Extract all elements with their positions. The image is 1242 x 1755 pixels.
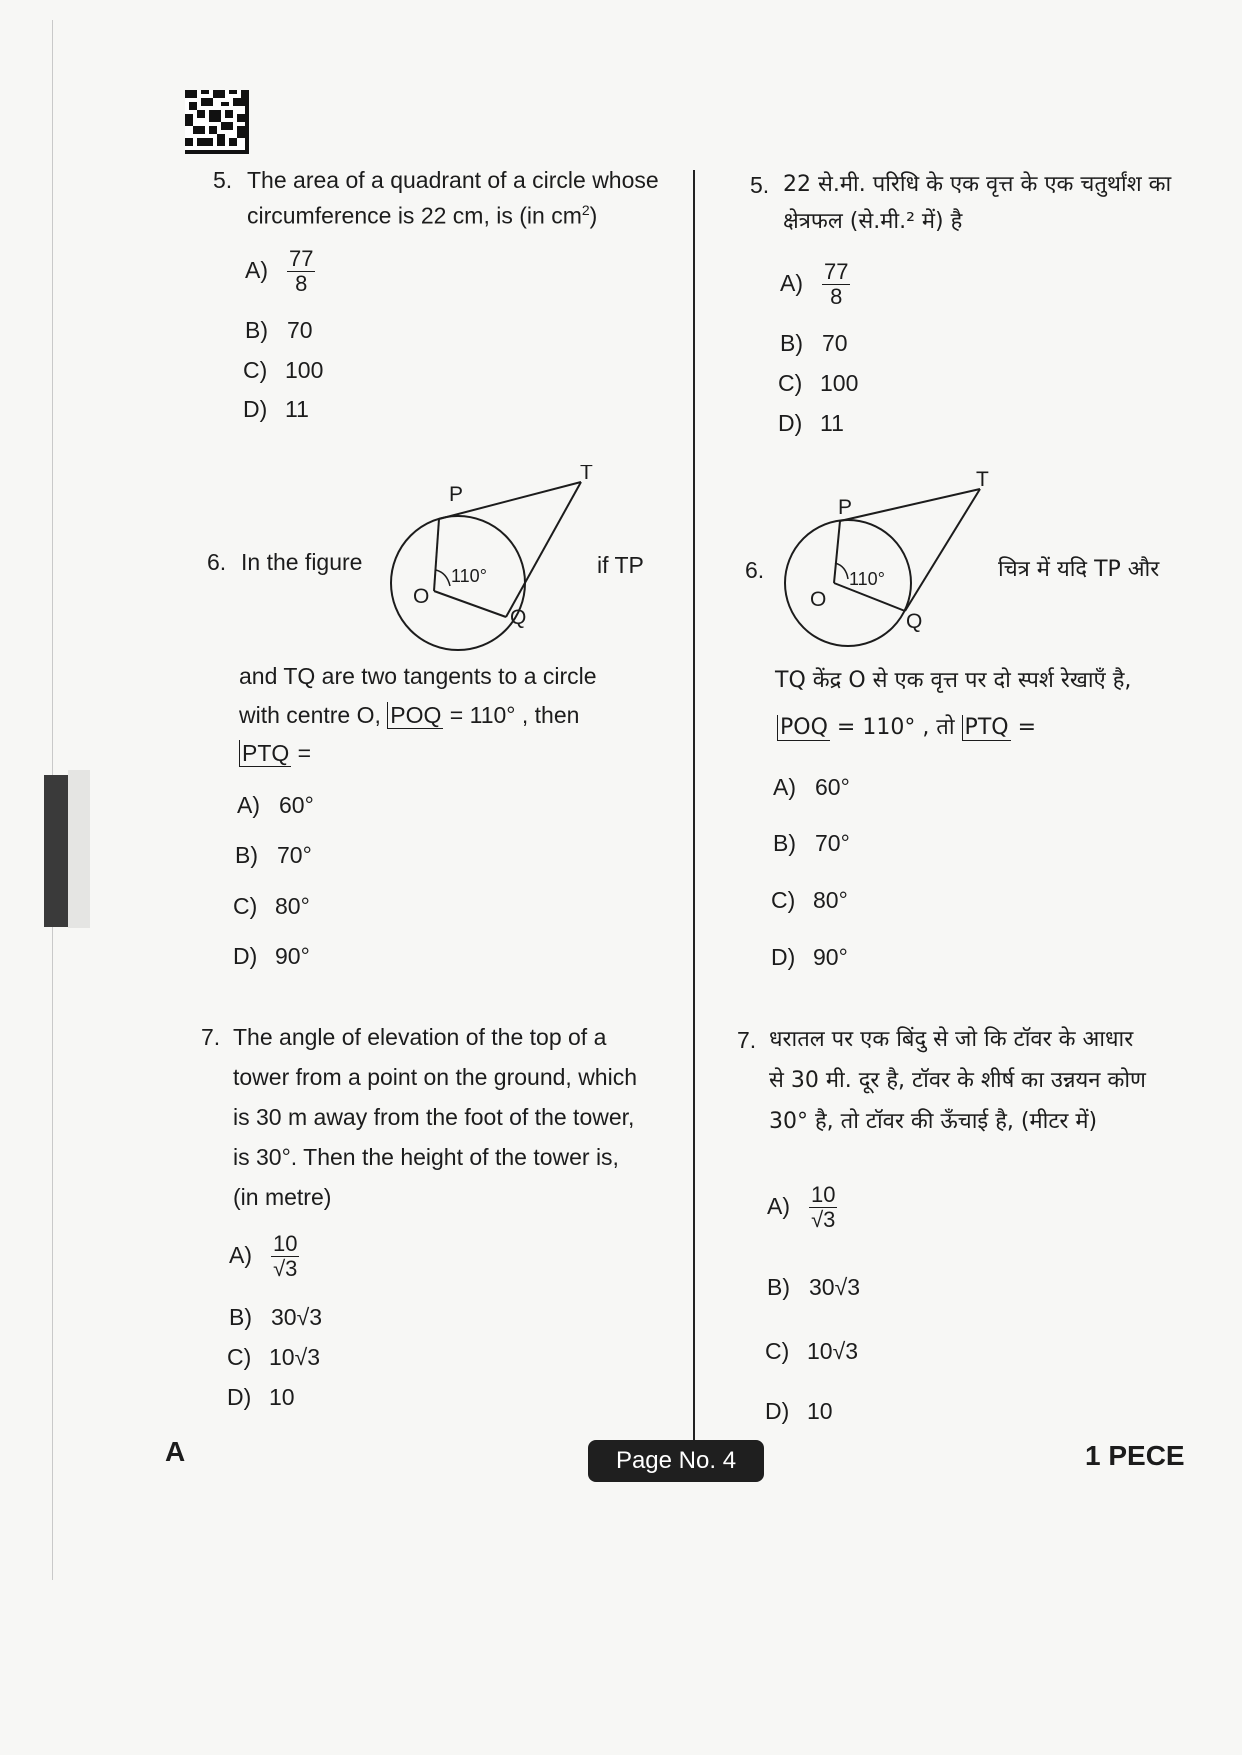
question-7-line-5: (in metre) bbox=[233, 1184, 332, 1210]
hindi-question-7-option-b[interactable] bbox=[767, 1272, 860, 1302]
fraction bbox=[271, 1232, 299, 1281]
angle-arc bbox=[436, 570, 450, 586]
question-7-number: 7. bbox=[201, 1024, 221, 1050]
option-value: 30√3 bbox=[271, 1304, 322, 1330]
hindi-question-6-tail: चित्र में यदि TP और bbox=[998, 557, 1160, 582]
set-code: A bbox=[165, 1436, 186, 1467]
hindi-question-6-option-b[interactable] bbox=[773, 828, 850, 858]
option-label: A) bbox=[245, 256, 268, 283]
option-label: D) bbox=[765, 1398, 790, 1424]
hindi-question-6-line-3-suffix: = 110° , तो bbox=[836, 715, 955, 740]
option-label: B) bbox=[245, 317, 268, 343]
question-6-line-4-suffix: = bbox=[297, 740, 312, 766]
angle-ptq: PTQ bbox=[239, 740, 291, 767]
option-label: A) bbox=[237, 792, 260, 818]
label-q: Q bbox=[906, 610, 923, 633]
fraction-numerator: 10 bbox=[273, 1231, 298, 1256]
option-value: 100 bbox=[285, 357, 324, 383]
radius-oq bbox=[434, 591, 506, 617]
radius-op bbox=[434, 519, 439, 591]
page-number-badge: Page No. 4 bbox=[588, 1440, 764, 1482]
option-value: 70° bbox=[277, 842, 312, 868]
option-value: 11 bbox=[285, 396, 309, 422]
option-label: C) bbox=[765, 1338, 790, 1364]
option-value: 70° bbox=[815, 830, 850, 856]
angle-label: 110° bbox=[451, 566, 487, 586]
option-value: 70 bbox=[287, 317, 313, 343]
hindi-question-7-option-c[interactable] bbox=[765, 1336, 858, 1366]
fraction-numerator: 77 bbox=[824, 259, 849, 284]
radius-op bbox=[834, 521, 840, 583]
hindi-question-5-option-c[interactable] bbox=[778, 368, 858, 398]
question-7-line-2: tower from a point on the ground, which bbox=[233, 1064, 638, 1090]
label-o: O bbox=[413, 585, 430, 608]
option-value: 70 bbox=[822, 330, 848, 356]
option-label: B) bbox=[780, 330, 803, 356]
angle-ptq: PTQ bbox=[962, 715, 1011, 741]
label-t: T bbox=[580, 465, 593, 484]
paper-code: 1 PECE bbox=[1085, 1440, 1185, 1471]
option-label: D) bbox=[243, 396, 268, 422]
question-6-line-4 bbox=[239, 738, 311, 768]
option-value: 100 bbox=[820, 370, 859, 396]
question-6-line-2: and TQ are two tangents to a circle bbox=[239, 663, 597, 689]
fraction bbox=[822, 260, 850, 309]
question-5-line-2 bbox=[247, 195, 597, 231]
option-label: D) bbox=[778, 410, 803, 436]
fraction-denominator: √3 bbox=[271, 1256, 299, 1281]
option-label: B) bbox=[767, 1274, 790, 1300]
option-label: C) bbox=[227, 1344, 252, 1370]
option-value: 11 bbox=[820, 410, 844, 436]
question-5-number: 5. bbox=[213, 167, 233, 193]
question-7-line-1: The angle of elevation of the top of a bbox=[233, 1024, 607, 1050]
label-p: P bbox=[838, 496, 853, 519]
hindi-question-5-number: 5. bbox=[750, 172, 770, 198]
question-6-lead: In the figure bbox=[241, 549, 363, 575]
label-o: O bbox=[810, 588, 827, 611]
hindi-question-5-option-d[interactable] bbox=[778, 408, 844, 438]
option-value: 10√3 bbox=[269, 1344, 320, 1370]
question-5-option-d[interactable] bbox=[243, 394, 309, 424]
fraction bbox=[287, 247, 315, 296]
question-7-option-d[interactable] bbox=[227, 1382, 295, 1412]
hindi-question-7-number: 7. bbox=[737, 1027, 757, 1053]
circle-tangent-figure bbox=[375, 465, 615, 655]
hindi-question-5-option-a[interactable] bbox=[780, 260, 850, 309]
question-5-line-2-text: circumference is 22 cm, is (in cm bbox=[247, 202, 582, 229]
question-6-number: 6. bbox=[207, 549, 227, 575]
question-7-line-3: is 30 m away from the foot of the tower, bbox=[233, 1104, 635, 1130]
option-value: 90° bbox=[275, 943, 310, 969]
option-label: A) bbox=[229, 1241, 252, 1268]
option-value: 10√3 bbox=[807, 1338, 858, 1364]
option-label: D) bbox=[771, 944, 796, 970]
option-label: A) bbox=[773, 774, 796, 800]
hindi-question-7-line-3: 30° है, तो टॉवर की ऊँचाई है, (मीटर में) bbox=[769, 1109, 1098, 1134]
option-value: 10 bbox=[269, 1384, 295, 1410]
question-5-superscript: 2 bbox=[581, 202, 590, 218]
option-label: B) bbox=[229, 1304, 252, 1330]
option-value: 60° bbox=[815, 774, 850, 800]
question-6-option-b[interactable] bbox=[235, 840, 312, 870]
fraction-numerator: 10 bbox=[811, 1182, 836, 1207]
question-5-line-1: The area of a quadrant of a circle whose bbox=[247, 167, 659, 193]
question-6-option-c[interactable] bbox=[233, 891, 310, 921]
hindi-question-6-line-2: TQ केंद्र O से एक वृत्त पर दो स्पर्श रेखाएँ है, bbox=[775, 668, 1132, 693]
option-label: C) bbox=[233, 893, 258, 919]
fraction-denominator: √3 bbox=[809, 1207, 837, 1232]
option-label: A) bbox=[767, 1192, 790, 1219]
question-5-option-b[interactable] bbox=[245, 315, 313, 345]
hindi-question-6-line-3-end: = bbox=[1017, 715, 1037, 740]
option-value: 80° bbox=[275, 893, 310, 919]
question-6-option-a[interactable] bbox=[237, 790, 314, 820]
hindi-question-5-line-2: क्षेत्रफल (से.मी.² में) है bbox=[783, 209, 963, 234]
option-label: A) bbox=[780, 269, 803, 296]
label-q: Q bbox=[510, 606, 527, 629]
question-7-line-4: is 30°. Then the height of the tower is, bbox=[233, 1144, 619, 1170]
hindi-question-6-line-3 bbox=[777, 713, 1036, 743]
hindi-question-5-option-b[interactable] bbox=[780, 328, 848, 358]
angle-arc bbox=[835, 563, 848, 579]
question-7-option-b[interactable] bbox=[229, 1302, 322, 1332]
question-5-option-c[interactable] bbox=[243, 355, 323, 385]
angle-poq: POQ bbox=[777, 715, 830, 741]
question-6-line-3-prefix: with centre O, bbox=[239, 702, 381, 728]
question-7-option-a[interactable] bbox=[229, 1232, 299, 1281]
option-value: 80° bbox=[813, 887, 848, 913]
circle bbox=[785, 520, 911, 646]
question-5-line-2-end: ) bbox=[589, 202, 598, 229]
option-value: 60° bbox=[279, 792, 314, 818]
hindi-question-7-option-d[interactable] bbox=[765, 1396, 833, 1426]
hindi-question-5-line-1: 22 से.मी. परिधि के एक वृत्त के एक चतुर्थांश का bbox=[783, 172, 1172, 197]
option-label: D) bbox=[227, 1384, 252, 1410]
option-label: D) bbox=[233, 943, 258, 969]
hindi-question-7-option-a[interactable] bbox=[767, 1183, 837, 1232]
question-6-option-d[interactable] bbox=[233, 941, 310, 971]
fraction-denominator: 8 bbox=[287, 271, 315, 296]
fraction bbox=[809, 1183, 837, 1232]
fraction-numerator: 77 bbox=[289, 246, 314, 271]
hindi-question-6-number: 6. bbox=[745, 557, 765, 583]
hindi-question-7-line-1: धरातल पर एक बिंदु से जो कि टॉवर के आधार bbox=[769, 1027, 1134, 1052]
binding-edge-paper bbox=[68, 770, 90, 928]
qr-code-icon bbox=[185, 90, 249, 154]
hindi-circle-tangent-figure bbox=[770, 470, 1000, 650]
question-6-line-3 bbox=[239, 700, 579, 730]
hindi-question-6-option-c[interactable] bbox=[771, 885, 848, 915]
option-label: B) bbox=[235, 842, 258, 868]
option-value: 10 bbox=[807, 1398, 833, 1424]
label-p: P bbox=[449, 483, 464, 506]
question-6-line-3-suffix: = 110° , then bbox=[449, 702, 580, 728]
option-value: 30√3 bbox=[809, 1274, 860, 1300]
hindi-question-6-option-d[interactable] bbox=[771, 942, 848, 972]
option-value: 90° bbox=[813, 944, 848, 970]
option-label: C) bbox=[778, 370, 803, 396]
angle-poq: POQ bbox=[387, 702, 443, 729]
option-label: C) bbox=[243, 357, 268, 383]
question-7-option-c[interactable] bbox=[227, 1342, 320, 1372]
question-6-tail: if TP bbox=[597, 552, 644, 578]
option-label: B) bbox=[773, 830, 796, 856]
angle-label: 110° bbox=[849, 569, 885, 589]
option-label: C) bbox=[771, 887, 796, 913]
tangent-tp bbox=[840, 489, 980, 521]
hindi-question-6-option-a[interactable] bbox=[773, 772, 850, 802]
tangent-tq bbox=[506, 482, 581, 617]
hindi-question-7-line-2: से 30 मी. दूर है, टॉवर के शीर्ष का उन्नयन कोण bbox=[769, 1068, 1146, 1093]
question-5-option-a[interactable] bbox=[245, 247, 315, 296]
fraction-denominator: 8 bbox=[822, 284, 850, 309]
tangent-tq bbox=[905, 489, 980, 611]
column-divider bbox=[693, 170, 695, 1440]
label-t: T bbox=[976, 470, 989, 491]
